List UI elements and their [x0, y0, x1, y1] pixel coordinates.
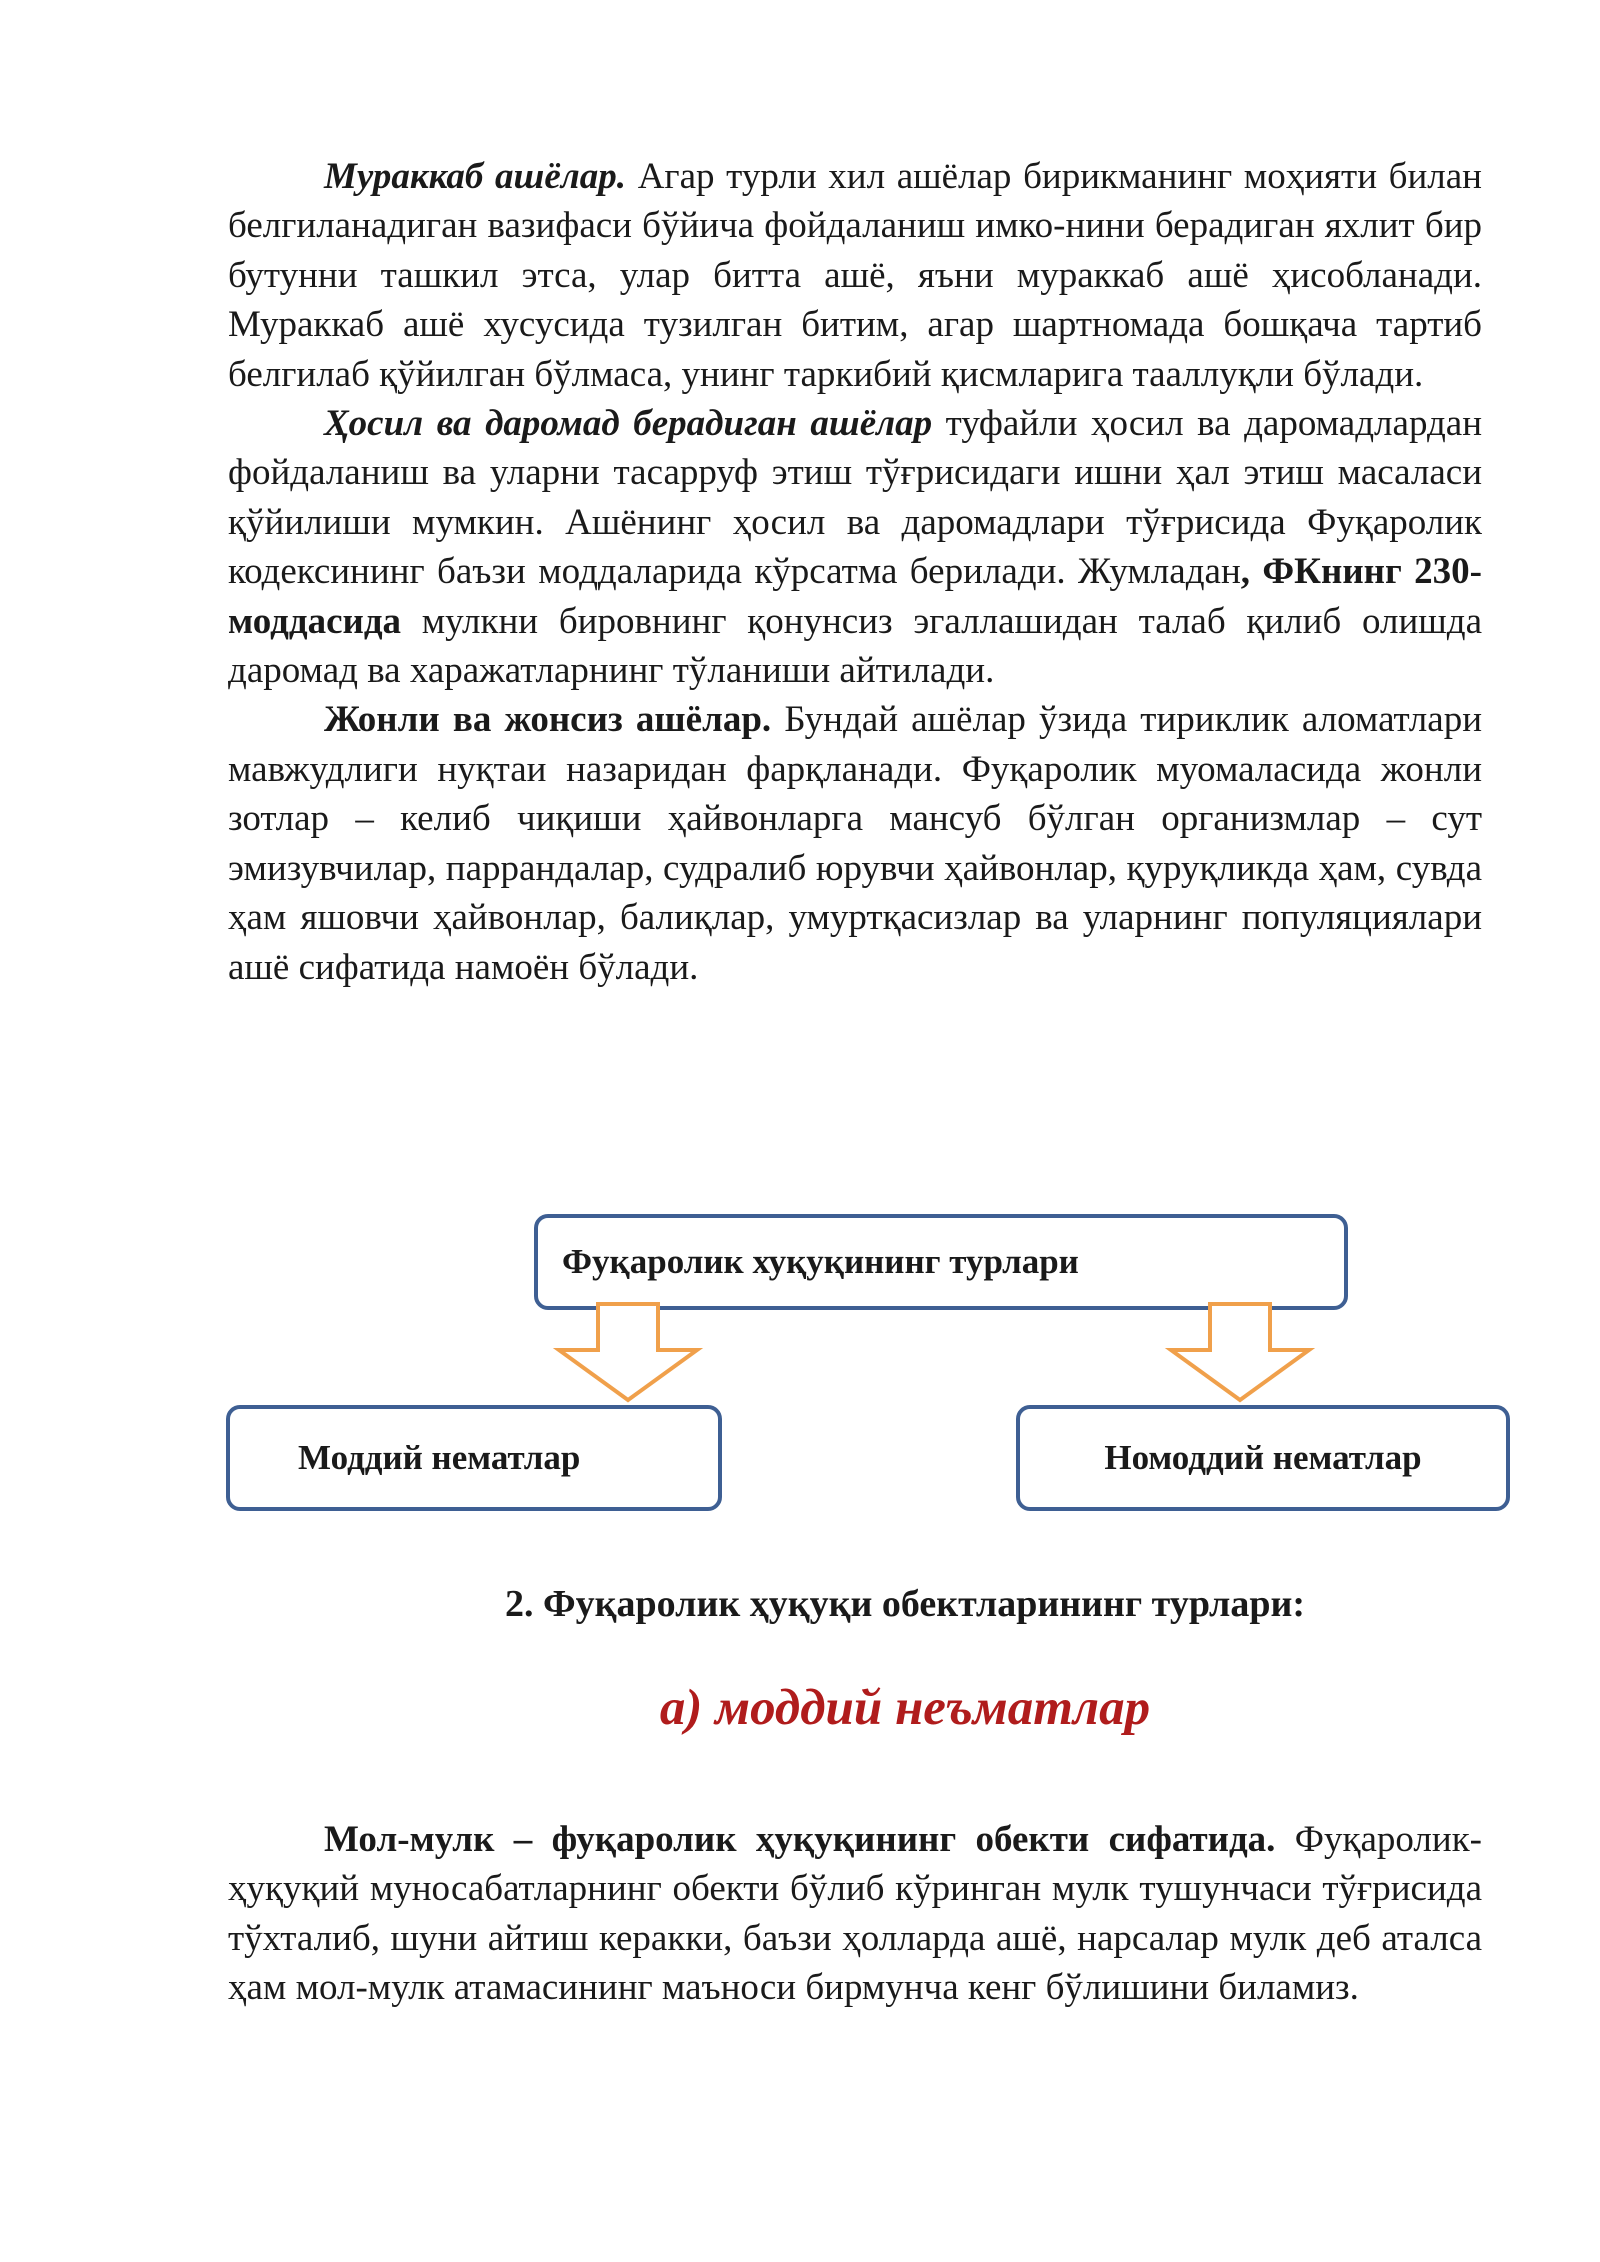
diagram-box-label: Моддий нематлар — [298, 1438, 581, 1477]
diagram-box-label: Фуқаролик хуқуқининг турлари — [562, 1242, 1079, 1281]
diagram-box-immaterial-goods — [1016, 1405, 1510, 1511]
down-arrow-icon-right — [1171, 1304, 1309, 1400]
paragraph-text: Агар турли хил ашёлар бирикманинг моҳияти билан белгиланадиган вазифаси бўйича фойдаланиш имко-нини берадиган яхлит бир бутунни ташкил этса, улар битта ашё, яъни мураккаб ашё ҳисобланади. Мураккаб ашё хусусида тузилган битим, агар шартномада бошқача тартиб белгилаб қўйилган бўлмаса, унинг таркибий қисмларига тааллуқли бўлади. — [228, 156, 1482, 395]
paragraph-property — [228, 1815, 1482, 2013]
body-section-property — [228, 1815, 1482, 2013]
section-heading: 2. Фуқаролик ҳуқуқи обектларининг турлари: — [504, 1583, 1306, 1625]
body-section-objects — [228, 152, 1482, 992]
paragraph-text: Фуқаролик-ҳуқуқий муносабатларнинг обекти бўлиб кўринган мулк тушунчаси тўғрисида тўхталиб, шуни айтиш керакки, баъзи ҳолларда ашё, нарсалар мулк деб аталса ҳам мол-мулк атамасининг маъноси бирмунча кенг бўлишини биламиз. — [228, 1819, 1482, 2009]
term-yielding-things: Ҳосил ва даромад берадиган ашёлар — [324, 403, 933, 445]
paragraph-yielding-things — [228, 399, 1482, 695]
article-reference: , ФКнинг 230-моддасида — [228, 551, 1482, 642]
term-complex-things: Мураккаб ашёлар. — [324, 156, 627, 197]
term-living-things: Жонли ва жонсиз ашёлар. — [324, 699, 772, 741]
paragraph-text: Бундай ашёлар ўзида тириклик аломатлари мавжудлиги нуқтаи назаридан фарқланади. Фуқаролик муомаласида жонли зотлар – келиб чиқиши ҳайвонларга мансуб бўлган организмлар – сут эмизувчилар, паррандалар, судралиб юрувчи ҳайвонлар, қуруқликда ҳам, сувда ҳам яшовчи ҳайвонлар, балиқлар, умуртқасизлар ва уларнинг популяциялари ашё сифатида намоён бўлади. — [228, 699, 1482, 988]
term-property: Мол-мулк – фуқаролик ҳуқуқининг обекти сифатида. — [324, 1819, 1276, 1860]
diagram-box-civil-rights-types — [534, 1214, 1348, 1310]
paragraph-complex-things — [228, 152, 1482, 399]
paragraph-text: туфайли ҳосил ва даромадлардан фойдаланиш ва уларни тасарруф этиш тўғрисидаги ишни ҳал этиш масаласи қўйилиши мумкин. Ашёнинг ҳосил ва даромадлари тўғрисида Фуқаролик кодексининг баъзи моддаларида кўрсатма берилади. Жумладан — [228, 403, 1483, 593]
paragraph-living-things — [228, 695, 1482, 991]
down-arrow-icon-left — [559, 1304, 697, 1400]
diagram-box-label: Номоддий нематлар — [1104, 1438, 1422, 1477]
paragraph-text: мулкни бировнинг қонунсиз эгаллашидан талаб қилиб олишда даромад ва харажатларнинг тўланиши айтилади. — [228, 600, 1482, 692]
diagram-arrows — [0, 1300, 1600, 1420]
subsection-heading: а) моддий неъматлар — [659, 1680, 1151, 1736]
diagram-box-material-goods — [226, 1405, 722, 1511]
